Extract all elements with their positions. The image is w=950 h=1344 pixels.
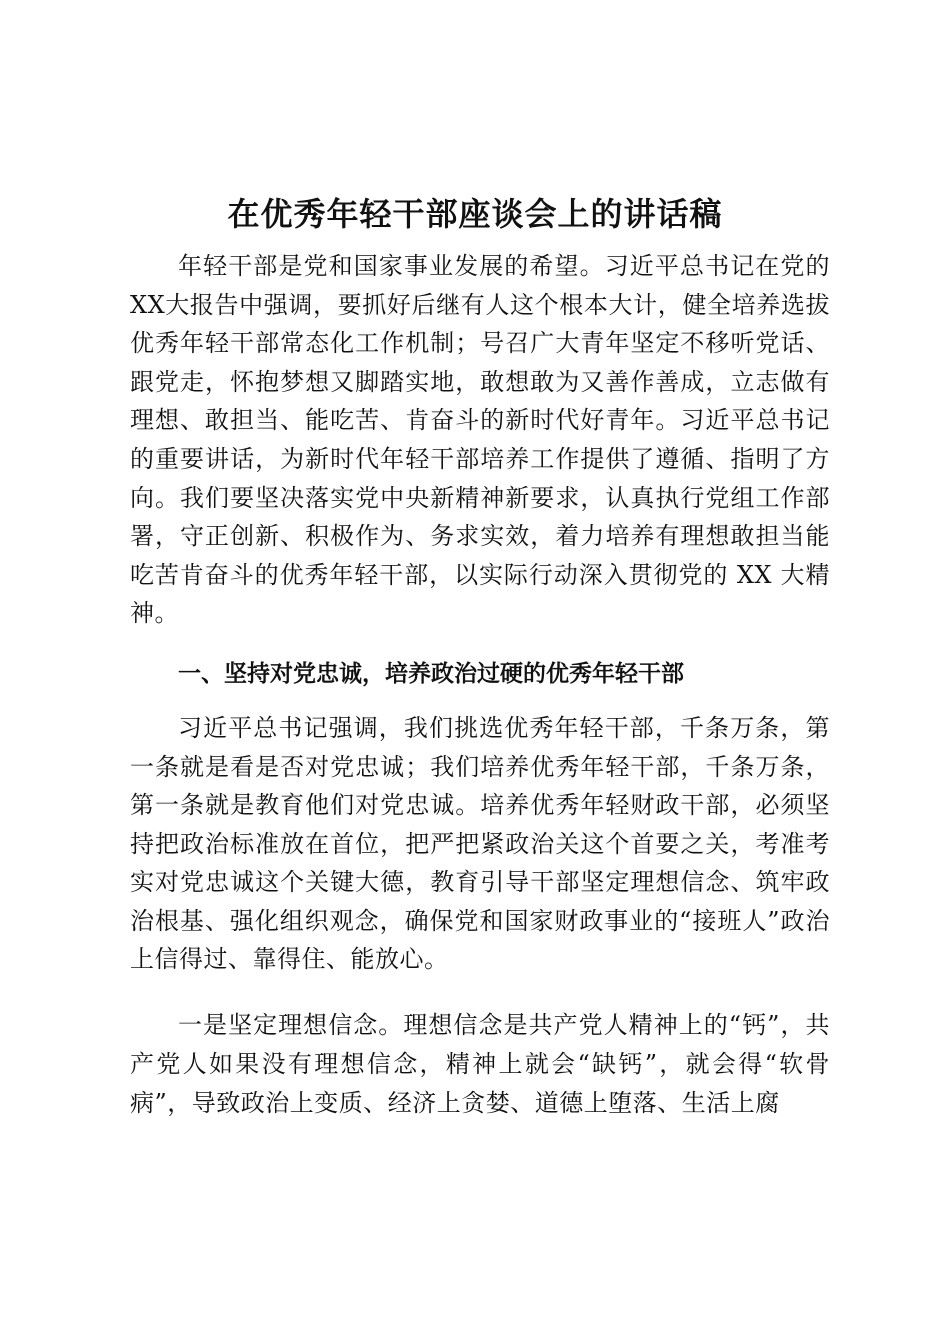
section-heading: 一、坚持对党忠诚，培养政治过硬的优秀年轻干部 [178,661,684,687]
intro-paragraph: 年轻干部是党和国家事业发展的希望。习近平总书记在党的XX大报告中强调，要抓好后继有人这个根本大计，健全培养选拔优秀年轻干部常态化工作机制；号召广大青年坚定不移听党话、跟党走，怀抱梦想又脚踏实地，敢想敢为又善作善成，立志做有理想、敢担当、能吃苦、肯奋斗的新时代好青年。习近平总书记的重要讲话，为新时代年轻干部培养工作提供了遵循、指明了方向。我们要坚决落实党中央新精神新要求，认真执行党组工作部署，守正创新、积极作为、务求实效，着力培养有理想敢担当能吃苦肯奋斗的优秀年轻干部，以实际行动深入贯彻党的 XX 大精神。 [130,252,830,628]
section-paragraph-ideals: 一是坚定理想信念。理想信念是共产党人精神上的“钙”，共产党人如果没有理想信念，精神上就会“缺钙”，就会得“软骨病”，导致政治上变质、经济上贪婪、道德上堕落、生活上腐 [130,1011,830,1117]
document-title: 在优秀年轻干部座谈会上的讲话稿 [227,195,723,233]
section-paragraph: 习近平总书记强调，我们挑选优秀年轻干部，千条万条，第一条就是看是否对党忠诚；我们培养优秀年轻干部，千条万条，第一条就是教育他们对党忠诚。培养优秀年轻财政干部，必须坚持把政治标准放在首位，把严把紧政治关这个首要之关，考准考实对党忠诚这个关键大德，教育引导干部坚定理想信念、筑牢政治根基、强化组织观念，确保党和国家财政事业的“接班人”政治上信得过、靠得住、能放心。 [130,714,830,973]
